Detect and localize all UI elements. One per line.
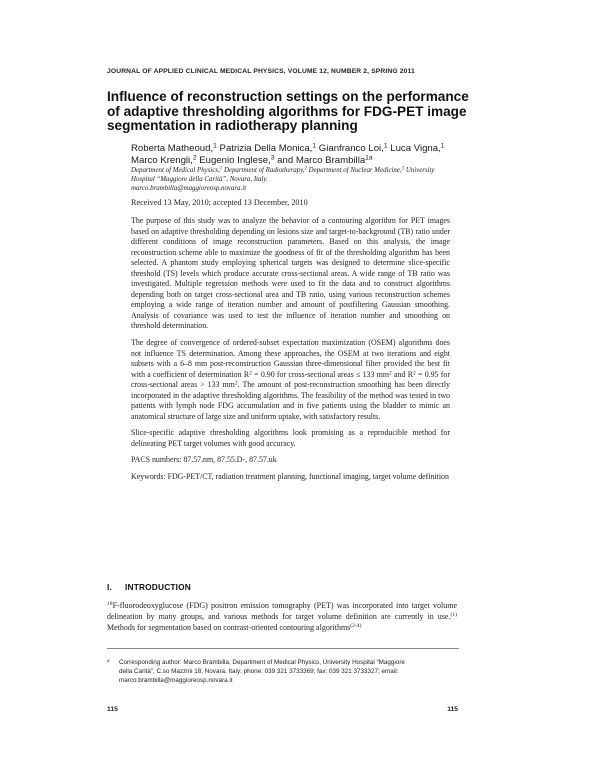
footnote-email: marco.brambilla@maggioreosp.novara.it — [119, 677, 233, 685]
introduction-body — [107, 601, 457, 634]
author-list — [131, 143, 451, 166]
author-name: Gianfranco Loi, — [316, 143, 384, 154]
affiliation-marker: 1 — [312, 142, 317, 150]
author-name: Patrizia Della Monica, — [216, 143, 313, 154]
received-dates: Received 13 May, 2010; accepted 13 December, 2010 — [131, 198, 308, 207]
section-number: I. — [107, 582, 113, 592]
abstract — [131, 216, 450, 489]
section-heading — [107, 582, 407, 592]
abstract-paragraph: Slice-specific adaptive thresholding algorithms look promising as a reproducible method for delineating PET target volumes with good accuracy. — [131, 428, 450, 448]
author-name: Luca Vigna, — [387, 143, 441, 154]
author-name: and Marco Brambilla — [274, 154, 366, 166]
title-line: of adaptive thresholding algorithms for FDG-PET image — [107, 103, 467, 119]
citation: (1) — [450, 612, 457, 619]
title-line: Influence of reconstruction settings on the performance — [107, 89, 469, 104]
abstract-paragraph: The purpose of this study was to analyze the behavior of a contouring algorithm for PET images based on adaptive thresholding depending on lesions size and target-to-background (TB) ratio under different conditions of image reconstruction parameters. Based on this analysis, the image reconstruction scheme able to maximize the goodness of fit of the thresholding algorithm has been selected. A phantom study employing spherical targets was designed to determine slice-specific threshold (TS) levels which produce accurate cross-sectional areas. A wide range of TB ratio was investigated. Multiple regression methods were used to fit the data and to construct algorithms depending both on target cross-sectional area and TB ratio, using various reconstruction schemes employing a wide range of iteration number and amount of postfiltering Gaussian smoothing. Analysis of covariance was used to test the influence of iteration number and smoothing on threshold determination. — [131, 216, 450, 331]
affiliation-marker: 1 — [383, 142, 388, 150]
affiliations — [131, 166, 451, 194]
keywords: Keywords: FDG-PET/CT, radiation treatment planning, functional imaging, target volume definition — [131, 472, 449, 482]
author-email: marco.brambilla@maggioreosp.novara.it — [131, 185, 247, 193]
abstract-paragraph: The degree of convergence of ordered-subset expectation maximization (OSEM) algorithms does not influence TS determination. Among these approaches, the OSEM at two iterations and eight subsets with a 6–8 mm post-reconstruction Gaussian three-dimensional filter provided the best fit with a coefficient of determination $R^2 = 0.90$ for cross-sectional areas ≤ 133 $mm^2$ and $R^2 = 0.95$ for cross-sectional areas > 133 $mm^2$. The amount of post-reconstruction smoothing has been directly incorporated in the adaptive thresholding algorithms. The feasibility of the method was tested in two patients with lymph node FDG accumulation and in five patients using the bladder to mimic an anatomical structure of large size and uniform uptake, with satisfactory results. — [131, 338, 451, 421]
author-name: Marco Krengli, — [131, 154, 193, 166]
journal-header: JOURNAL OF APPLIED CLINICAL MEDICAL PHYSICS, VOLUME 12, NUMBER 2, SPRING 2011 — [107, 68, 415, 75]
author-name: Eugenio Inglese, — [196, 154, 271, 166]
title-line: segmentation in radiotherapy planning — [107, 118, 358, 134]
affiliation-marker: 1 — [440, 142, 445, 150]
page-number: 115 — [447, 706, 458, 713]
section-title: INTRODUCTION — [125, 582, 192, 592]
footnote-divider — [107, 648, 459, 649]
citation: (2-4) — [350, 623, 362, 630]
corresponding-author-footnote: $^a$ Corresponding author: Marco Brambilla, Department of Medical Physics, University Hospital “Maggiore della Carità”, C.so Mazzini 18, Novara, Italy; phone: 039 321 3733369; fax: 039 321 3733327; email: marco.brambilla@maggioreosp.novara.it — [107, 658, 457, 685]
page-number: 115 — [107, 706, 118, 713]
body-paragraph: $^{18}$F-fluorodeoxyglucose (FDG) positron emission tomography (PET) was incorporated into target volume delineation by many groups, and various methods for target volume definition are currently in use.$^{(1)}$ Methods for segmentation based on contrast-oriented contouring algorithms$^{(2-4)}$ — [107, 601, 457, 632]
author-name: Roberta Matheoud, — [131, 143, 214, 154]
affiliation-line: Department of Medical Physics,$^1$ Department of Radiotherapy,$^2$ Department of Nuclear Medicine,$^3$ University Hospital “Maggiore della Carità”, Novara, Italy. — [131, 166, 435, 184]
affiliation-marker: 2 — [192, 154, 197, 162]
affiliation-marker: 1a — [365, 154, 373, 162]
article-title — [107, 90, 487, 134]
affiliation-marker: 3 — [270, 154, 275, 162]
pacs-numbers: PACS numbers: 87.57.nm, 87.55.D-, 87.57.uk — [131, 455, 277, 465]
affiliation-marker: 1 — [213, 142, 217, 150]
